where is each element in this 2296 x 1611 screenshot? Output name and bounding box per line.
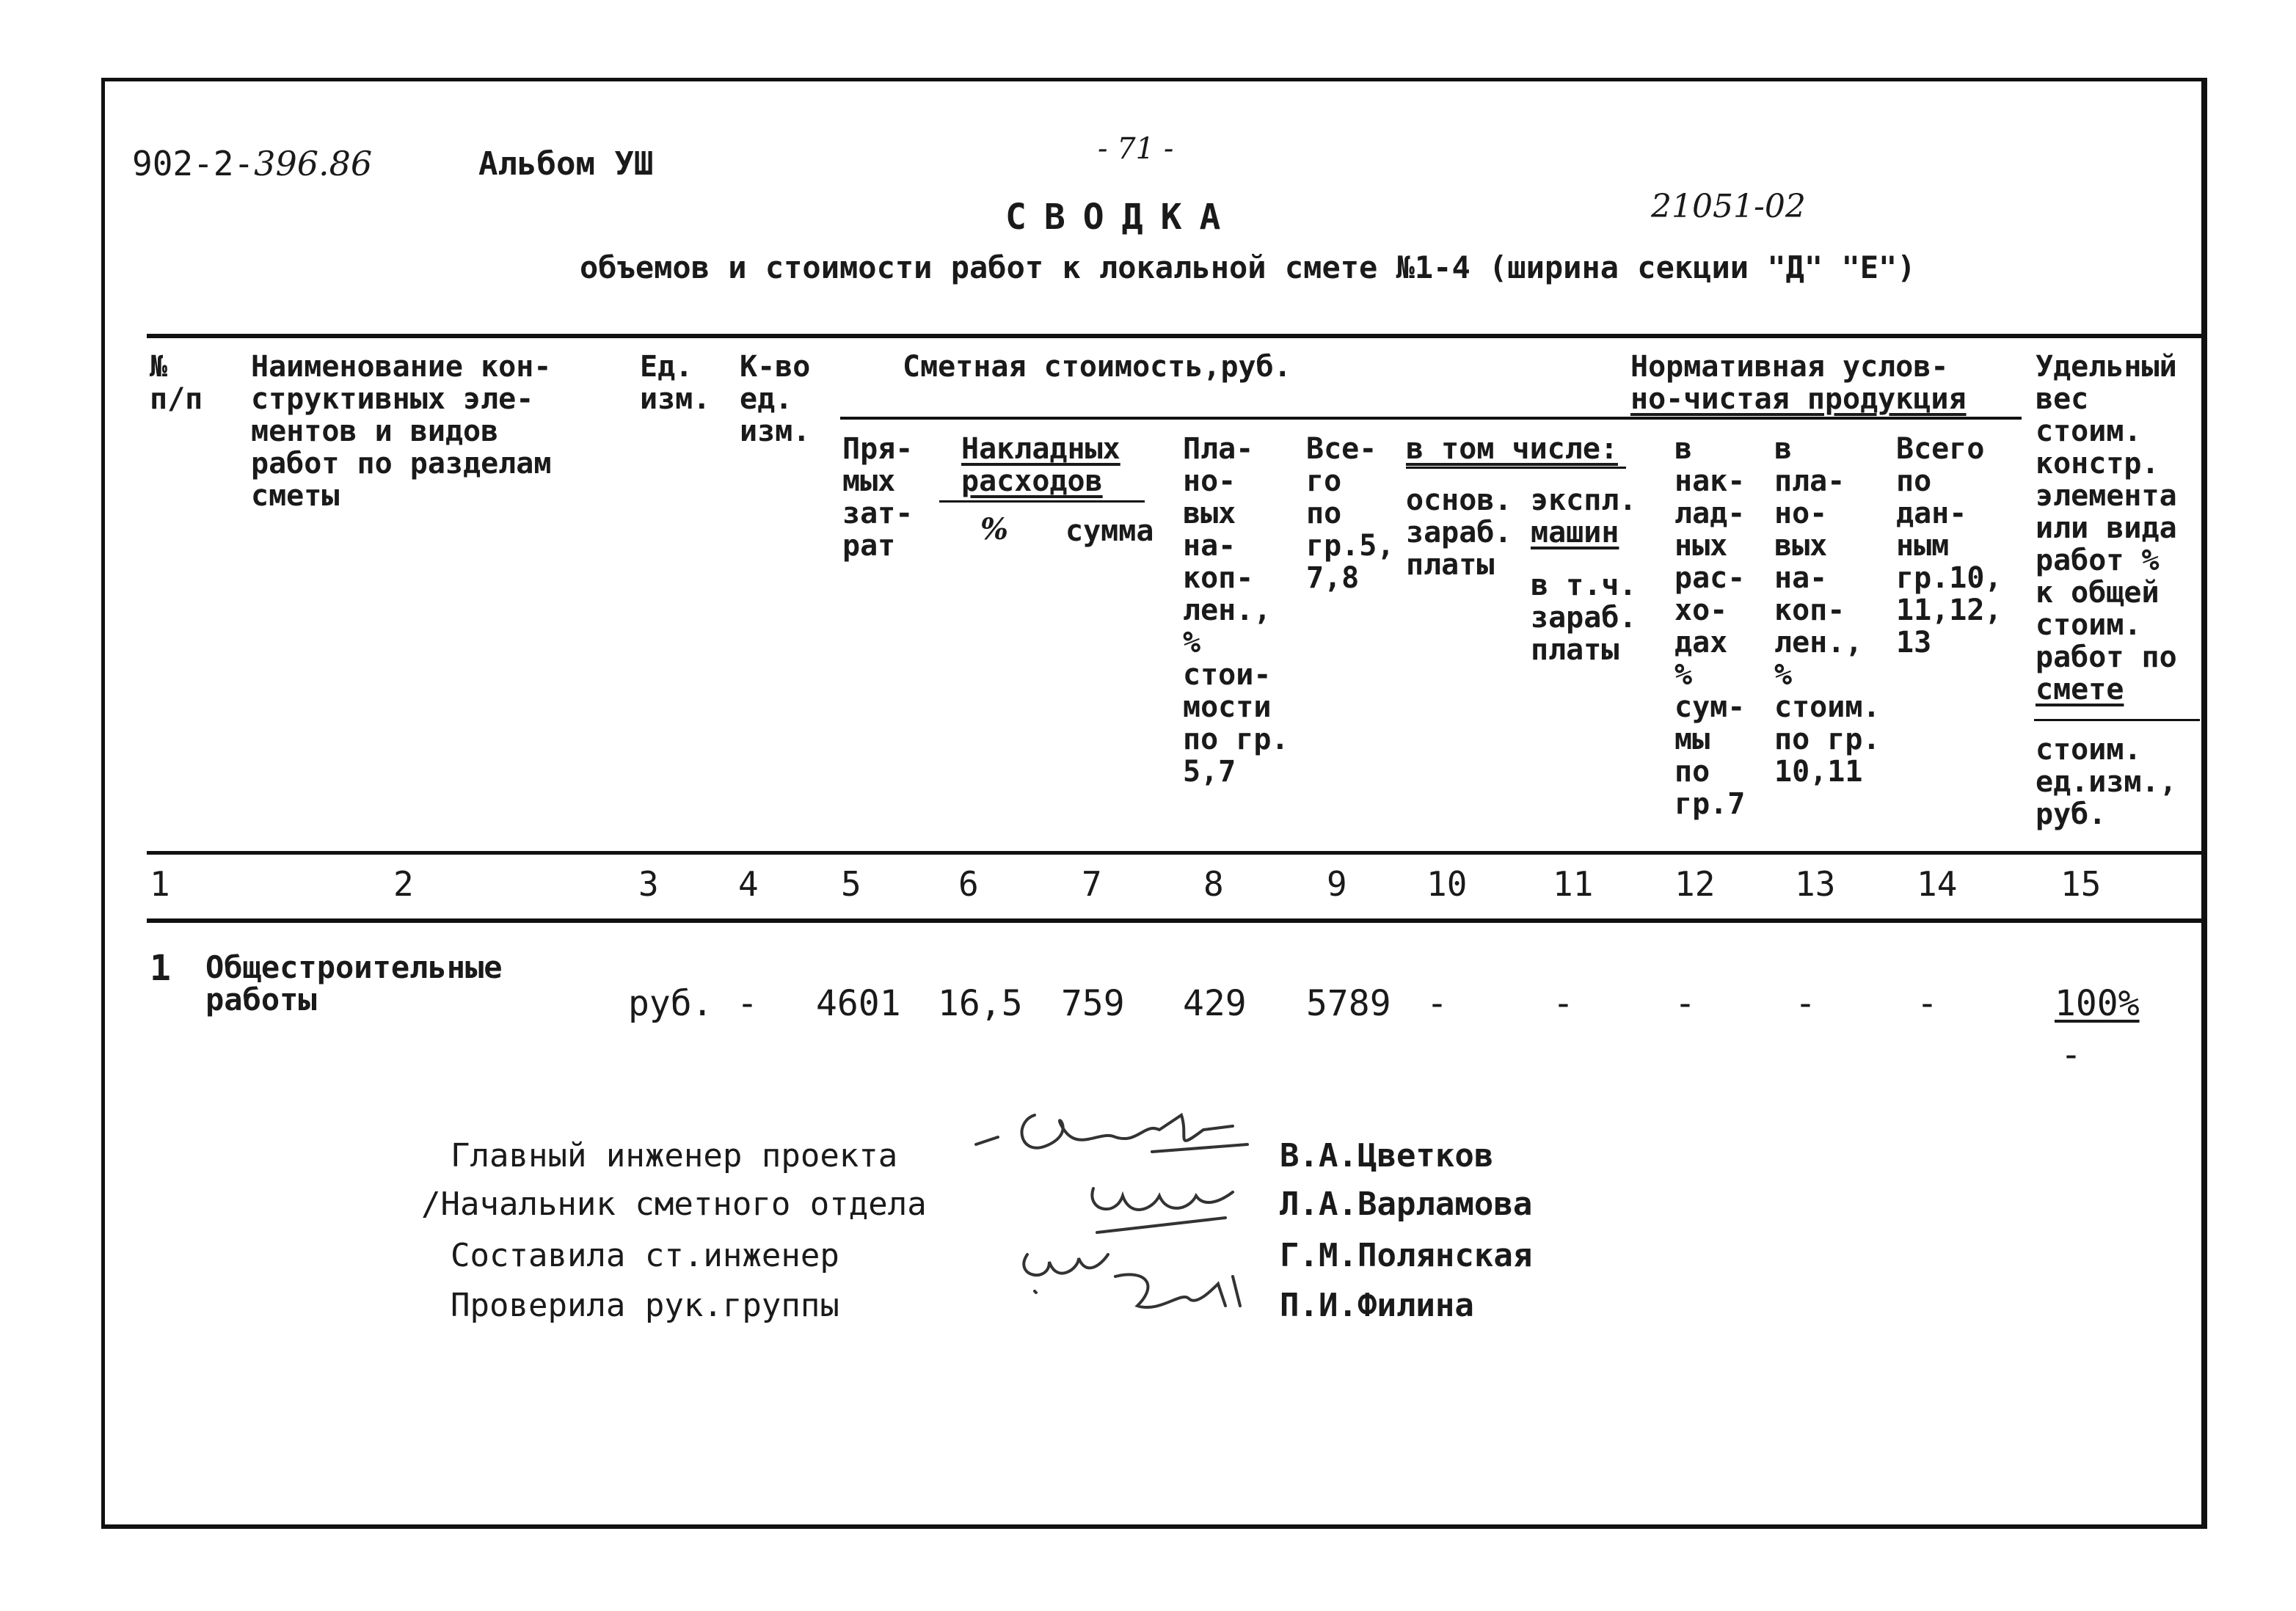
project-code [132,144,372,183]
row-planned-savings: 429 [1183,983,1247,1024]
row-direct-costs: 4601 [816,983,901,1024]
signature-role-compiler: Составила ст.инженер [451,1237,839,1274]
row-name-line1: Общестроительные [205,949,503,985]
header-col-9: Все- го по гр.5, 7,8 [1306,432,1395,595]
header-col-6: % [980,512,1009,547]
header-col-13: в пла- но- вых на- коп- лен., % стоим. по гр. 10,11 [1774,432,1881,789]
col-number-11: 11 [1553,864,1594,904]
col-number-6: 6 [958,864,979,904]
row-number: 1 [150,948,171,989]
cost-group-rule [840,417,2022,420]
row-unit-cost: - [2060,1034,2082,1075]
header-bottom-rule [147,851,2201,855]
signature-name-chief-engineer: В.А.Цветков [1280,1137,1494,1175]
document-title: СВОДКА [1005,197,1239,238]
header-cost-group: Сметная стоимость,руб. [903,350,1291,384]
overhead-group-rule [939,500,1145,503]
row-ncp-total: - [1917,983,1938,1024]
signature-scribble-3 [1024,1254,1108,1293]
col-number-12: 12 [1674,864,1716,904]
col-number-1: 1 [150,864,170,904]
handwritten-signatures [969,1086,1277,1335]
row-name-line2: работы [205,982,317,1018]
signature-name-estimate-head: Л.А.Варламова [1280,1186,1533,1223]
col-number-2: 2 [393,864,414,904]
col-number-10: 10 [1426,864,1468,904]
row-ncp-overhead: - [1674,983,1696,1024]
header-col-15-share-underlined: смете [2036,673,2124,706]
signature-name-checker: П.И.Филина [1280,1287,1474,1324]
header-col-11-b: машин [1531,516,1619,549]
col-number-5: 5 [841,864,861,904]
row-base-wages: - [1426,983,1448,1024]
header-col-1: № п/п [150,350,203,416]
row-share: 100% [2055,983,2140,1024]
col-number-14: 14 [1917,864,1958,904]
header-col-12: в нак- лад- ных рас- хо- дах % сум- мы по гр.7 [1674,432,1746,821]
header-col-8: Пла- но- вых на- коп- лен., % стои- мости по гр. 5,7 [1183,432,1289,789]
col-number-15: 15 [2060,864,2102,904]
col-number-9: 9 [1327,864,1347,904]
row-ncp-planned: - [1795,983,1816,1024]
signature-scribble-4 [1115,1274,1240,1307]
project-code-handwritten: 396.86 [254,144,373,183]
header-col-4: К-во ед. изм. [740,350,811,448]
signature-role-estimate-head: /Начальник сметного отдела [421,1186,927,1223]
signature-role-chief-engineer: Главный инженер проекта [451,1137,898,1175]
row-total: 5789 [1306,983,1391,1024]
header-col-11-c: в т.ч. зараб. платы [1531,569,1637,667]
header-col-15-unit-cost: стоим. ед.изм., руб. [2036,733,2177,831]
incl-group-rule [1406,467,1626,469]
col-number-13: 13 [1795,864,1836,904]
header-col-2: Наименование кон- структивных эле- ментов и видов работ по разделам сметы [251,350,552,513]
header-col-3: Ед. изм. [640,350,711,416]
header-col-15-share: Удельный вес стоим. констр. элемента или вида работ % к общей стоим. работ по [2036,350,2177,674]
row-qty: - [737,983,758,1024]
header-ncp-group-a: Нормативная услов- [1630,350,1949,384]
row-unit: руб. [628,983,713,1024]
row-overhead-pct: 16,5 [938,983,1023,1024]
col-number-4: 4 [738,864,759,904]
signature-scribble-1 [976,1115,1247,1152]
signature-scribble-2 [1092,1188,1233,1232]
header-col-11-a: экспл. [1531,483,1637,517]
header-incl-group: в том числе: [1406,432,1618,466]
col-number-3: 3 [638,864,659,904]
header-col-10: основ. зараб. платы [1406,483,1512,582]
col-15-divider [2034,719,2200,721]
page-number: - 71 - [1098,132,1174,166]
row-machines: - [1553,983,1574,1024]
table-top-rule [147,334,2201,338]
header-col-7: сумма [1065,514,1154,548]
project-code-printed: 902-2- [132,144,255,183]
sheet-code: 21051-02 [1651,188,1806,225]
signature-name-compiler: Г.М.Полянская [1280,1237,1533,1274]
row-overhead-sum: 759 [1061,983,1125,1024]
document-subtitle: объемов и стоимости работ к локальной смете №1-4 (ширина секции "Д" "Е") [580,249,1916,285]
col-number-8: 8 [1203,864,1224,904]
header-col-5: Пря- мых зат- рат [842,432,914,563]
col-number-7: 7 [1082,864,1102,904]
header-overhead-group: Накладных расходов [961,432,1120,498]
header-ncp-group-b: но-чистая продукция [1630,382,1967,416]
header-col-14: Всего по дан- ным гр.10, 11,12, 13 [1896,432,2002,660]
album-label: Альбом УШ [478,145,654,183]
column-number-rule [147,918,2201,923]
signature-role-checker: Проверила рук.группы [451,1287,839,1324]
